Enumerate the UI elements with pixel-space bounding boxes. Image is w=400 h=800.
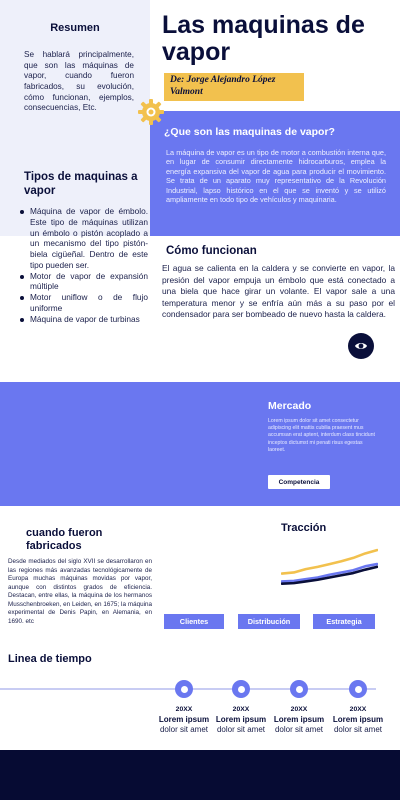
timeline-marker [175,680,193,698]
list-item: Máquina de vapor de émbolo. Este tipo de máquinas utilizan un émbolo o pistón acoplado a un mecanismo del tipo pistón-biela cigüeñal. Dentro de este tipo pueden ser. [18,206,148,271]
cuando-title: cuando fueron fabricados [26,527,103,552]
tipos-list [18,206,148,325]
competencia-button[interactable]: Competencia [268,475,330,489]
timeline-marker [232,680,250,698]
timeline-subtext: dolor sit amet [159,725,209,735]
resumen-panel [0,0,150,236]
tipos-title: Tipos de maquinas a vapor [24,171,138,198]
gear-icon [137,98,165,126]
que-son-title: ¿Que son las maquinas de vapor? [164,126,335,138]
timeline-year: 20XX [290,706,308,713]
como-funcionan-title: Cómo funcionan [166,245,257,257]
traccion-title: Tracción [281,522,327,534]
timeline-item [324,705,392,735]
mercado-text: Lorem ipsum dolor sit amet consectetur adipiscing elit mattis cubilia praesent mus accumsan erat aptent, interdum class tincidunt inceptos dictumst mi penati risus egestas laoreet. [268,418,375,453]
timeline-marker [349,680,367,698]
list-item: Motor de vapor de expansión múltiple [18,271,148,293]
timeline-heading: Lorem ipsum [273,715,325,725]
resumen-text: Se hablará principalmente, que son las máquinas de vapor, cuando fueron fabricados, su evolución, cómo funcionan, ejemplos, consecuencias, Etc. [24,50,134,113]
timeline-heading: Lorem ipsum [158,715,210,725]
eye-icon [354,339,368,353]
estrategia-button[interactable]: Estrategia [313,614,375,629]
resumen-title: Resumen [50,22,100,34]
cuando-text: Desde mediados del siglo XVII se desarrollaron en las regiones más avanzadas tecnológicamente de Europa muchas máquinas movidas por vapor, aunque con distintos grados de eficiencia. Destacan, entre ellas, la máquina de los hermanos Musschenbroeken, en Leiden, en 1675; la máquina experimental de Denis Papin, en Alemania, en 1690. etc [8,558,152,625]
page-title: Las maquinas de vapor [162,11,365,66]
como-funcionan-text: El agua se calienta en la caldera y se convierte en vapor, la presión del vapor empuja un émbolo que está conectado a una biela que hace girar un volante. El vapor sale a una temperatura menor y se enfría aún más a su paso por el condensador para ser bombeado de nuevo hasta la caldera. [162,263,395,320]
timeline-item [265,705,333,735]
timeline-subtext: dolor sit amet [333,725,383,735]
footer-band [0,750,400,800]
list-item: Motor uniflow o de flujo uniforme [18,292,148,314]
que-son-text: La máquina de vapor es un tipo de motor a combustión interna que, en lugar de consumir directamente hidrocarburos, emplea la energía expansiva del vapor de agua para producir el movimiento. Se trata de un aparato muy representativo de la Revolución Industrial, lapso histórico en el que se inventó y se utilizó ampliamente en todo tipo de vehículos y maquinaria. [166,148,386,205]
timeline-heading: Lorem ipsum [332,715,384,725]
traccion-chart [281,540,378,596]
timeline-heading: Lorem ipsum [215,715,267,725]
eye-button[interactable] [348,333,374,359]
timeline-year: 20XX [349,706,367,713]
timeline-year: 20XX [175,706,193,713]
timeline-subtext: dolor sit amet [216,725,266,735]
distribucion-button[interactable]: Distribución [238,614,300,629]
mercado-title: Mercado [268,400,312,412]
clientes-button[interactable]: Clientes [164,614,224,629]
timeline-title: Linea de tiempo [8,653,92,665]
timeline-year: 20XX [232,706,250,713]
timeline-subtext: dolor sit amet [274,725,324,735]
list-item: Máquina de vapor de turbinas [18,314,148,325]
timeline-marker [290,680,308,698]
author-label: De: Jorge Alejandro López Valmont [164,73,304,101]
